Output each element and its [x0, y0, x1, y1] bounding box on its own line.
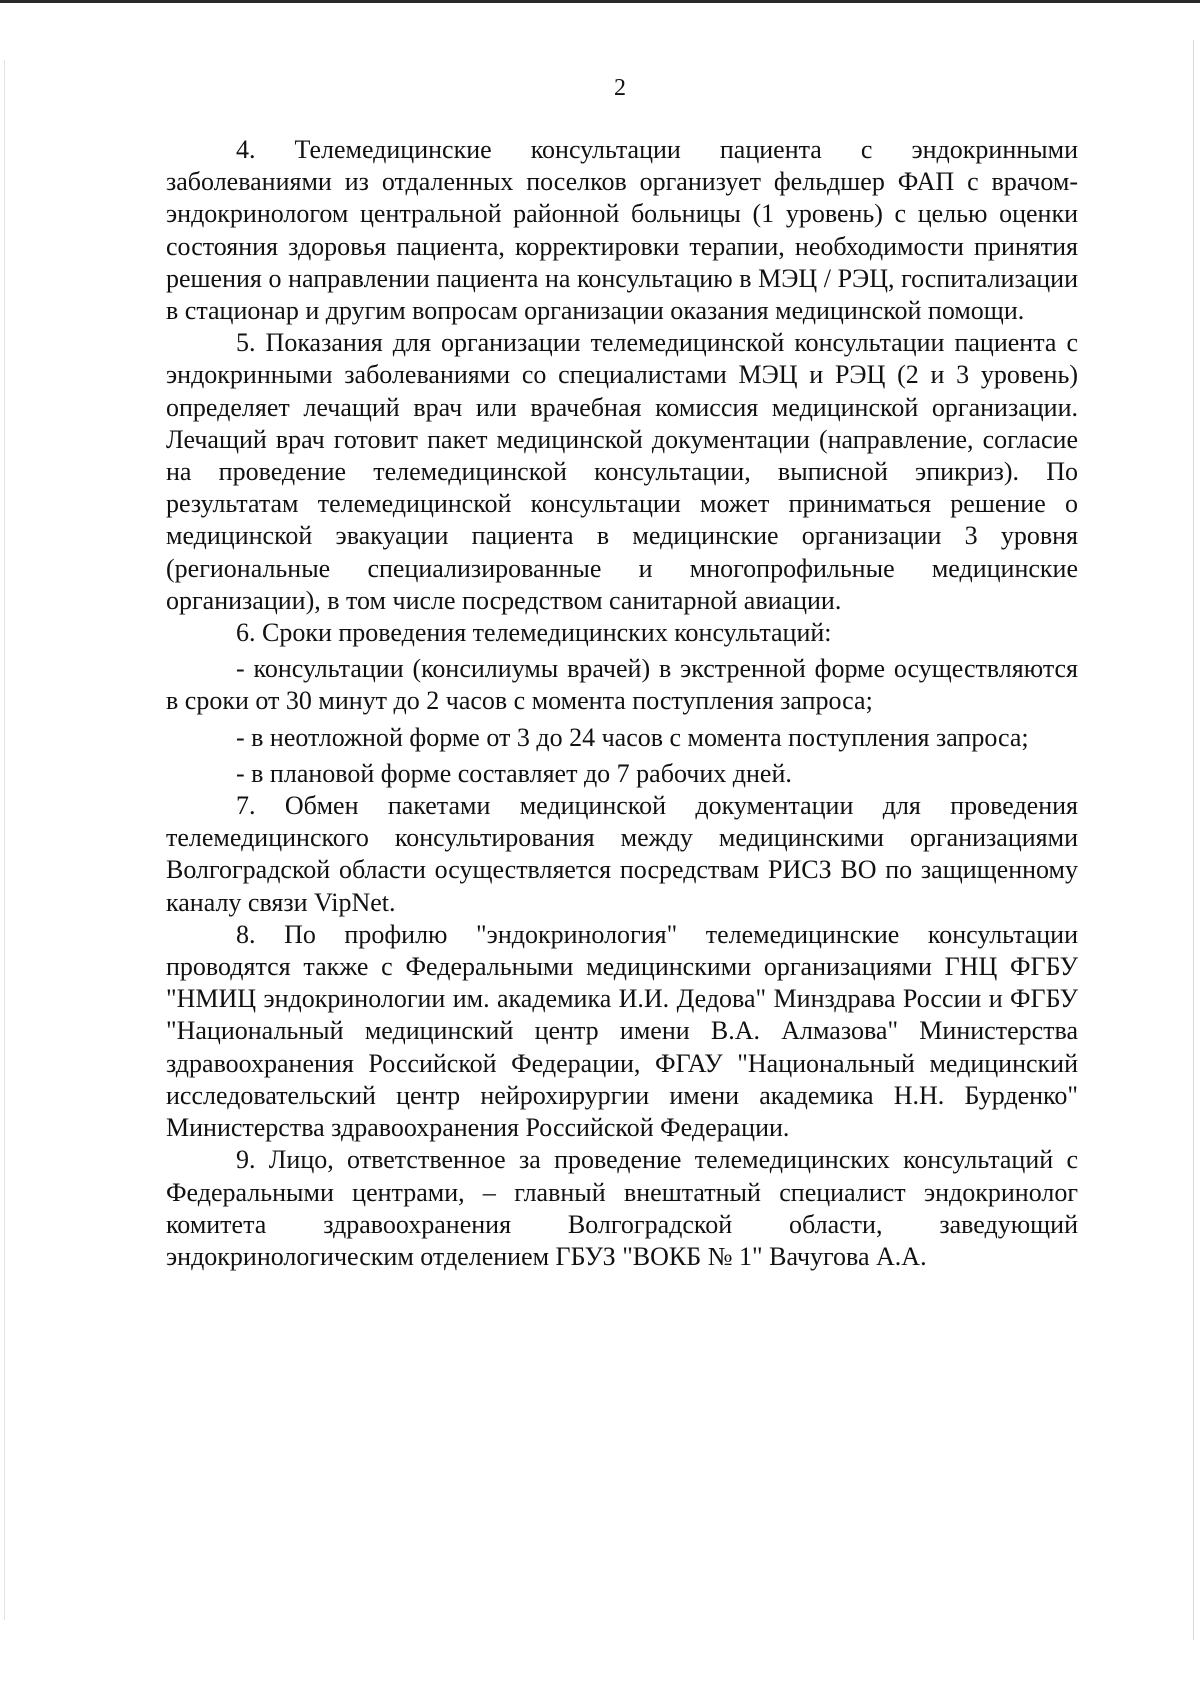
- paragraph-item-5: 5. Показания для организации телемедицинской консультации пациента с эндокринными заболеваниями со специалистами МЭЦ и РЭЦ (2 и 3 уровень) определяет лечащий врач или врачебная комиссия медицинской организации. Лечащий врач готовит пакет медицинской документации (направление, согласие на проведение телемедицинской консультации, выписной эпикриз). По результатам телемедицинской консультации может приниматься решение о медицинской эвакуации пациента в медицинские организации 3 уровня (региональные специализированные и многопрофильные медицинские организации), в том числе посредством санитарной авиации.: [166, 328, 1078, 615]
- scan-left-edge: [4, 60, 5, 1620]
- page-number: 2: [614, 75, 626, 101]
- paragraph-deadline-emergency: - консультации (консилиумы врачей) в экстренной форме осуществляются в сроки от 30 минут до 2 часов с момента поступления запроса;: [166, 654, 1078, 716]
- scan-top-border: [0, 0, 1200, 3]
- scan-right-edge: [1193, 40, 1194, 1640]
- paragraph-item-6: 6. Сроки проведения телемедицинских консультаций:: [236, 618, 832, 648]
- paragraph-item-8: 8. По профилю "эндокринология" телемедицинские консультации проводятся также с Федеральными медицинскими организациями ГНЦ ФГБУ "НМИЦ эндокринологии им. академика И.И. Дедова" Минздрава России и ФГБУ "Национальный медицинский центр имени В.А. Алмазова" Министерства здравоохранения Российской Федерации, ФГАУ "Национальный медицинский исследовательский центр нейрохирургии имени академика Н.Н. Бурденко" Министерства здравоохранения Российской Федерации.: [166, 919, 1078, 1143]
- paragraph-item-7: 7. Обмен пакетами медицинской документации для проведения телемедицинского консультирования между медицинскими организациями Волгоградской области осуществляется посредствам РИСЗ ВО по защищенному каналу связи VipNet.: [166, 791, 1078, 917]
- paragraph-deadline-planned: - в плановой форме составляет до 7 рабочих дней.: [236, 758, 792, 788]
- document-body: [166, 134, 1078, 1273]
- paragraph-item-9: 9. Лицо, ответственное за проведение телемедицинских консультаций с Федеральными центрами, – главный внештатный специалист эндокринолог комитета здравоохранения Волгоградской области, заведующий эндокринологическим отделением ГБУЗ "ВОКБ № 1" Вачугова А.А.: [166, 1145, 1078, 1271]
- paragraph-deadline-urgent: - в неотложной форме от 3 до 24 часов с момента поступления запроса;: [236, 722, 1029, 752]
- paragraph-item-4: 4. Телемедицинские консультации пациента с эндокринными заболеваниями из отдаленных поселков организует фельдшер ФАП с врачом-эндокринологом центральной районной больницы (1 уровень) с целью оценки состояния здоровья пациента, корректировки терапии, необходимости принятия решения о направлении пациента на консультацию в МЭЦ / РЭЦ, госпитализации в стационар и другим вопросам организации оказания медицинской помощи.: [166, 135, 1078, 326]
